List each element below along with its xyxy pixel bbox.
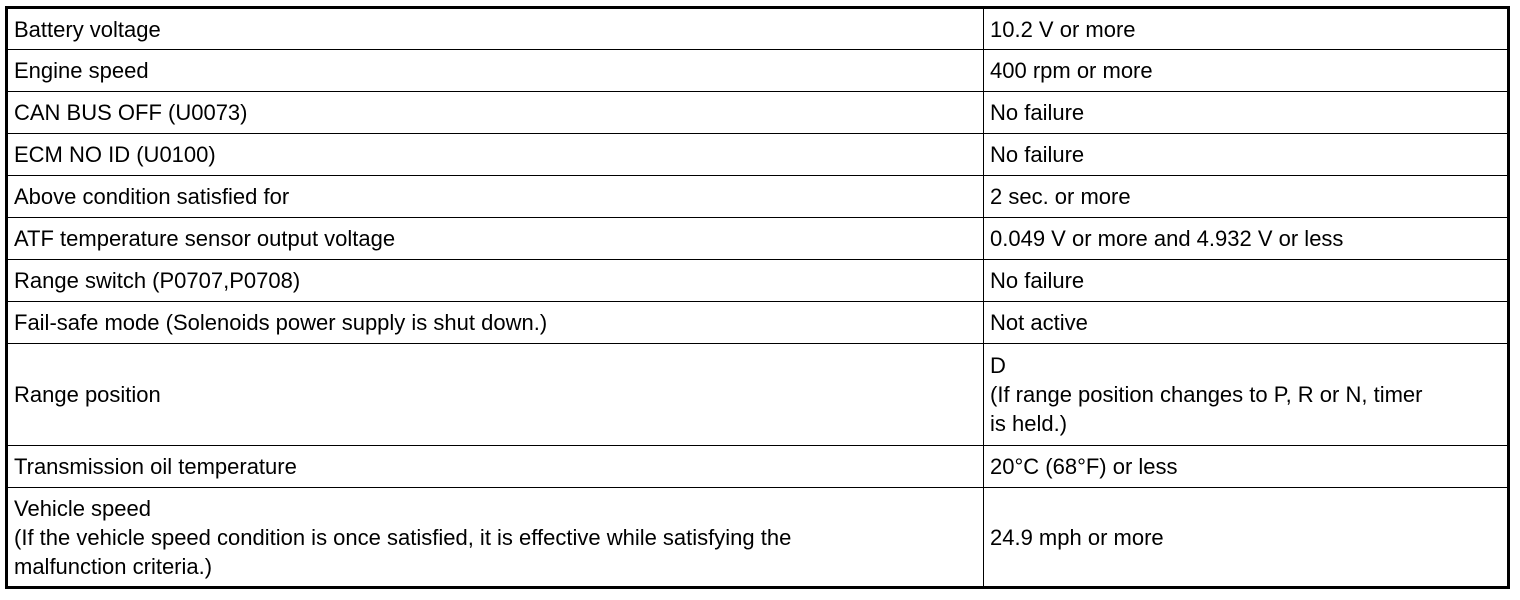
table-row: [7, 50, 1509, 92]
table-row: [7, 260, 1509, 302]
condition-cell: Above condition satisfied for: [7, 176, 984, 218]
condition-cell: Range position: [7, 344, 984, 446]
table-row: [7, 344, 1509, 446]
table-row: [7, 134, 1509, 176]
table-row: [7, 446, 1509, 488]
value-cell: No failure: [984, 134, 1509, 176]
value-cell: No failure: [984, 260, 1509, 302]
value-cell: 2 sec. or more: [984, 176, 1509, 218]
condition-cell: ECM NO ID (U0100): [7, 134, 984, 176]
condition-cell: CAN BUS OFF (U0073): [7, 92, 984, 134]
criteria-table: [5, 6, 1510, 589]
condition-cell: Fail-safe mode (Solenoids power supply is shut down.): [7, 302, 984, 344]
value-cell: 24.9 mph or more: [984, 488, 1509, 588]
condition-cell: Vehicle speed (If the vehicle speed condition is once satisfied, it is effective while satisfying the malfunction criteria.): [7, 488, 984, 588]
condition-cell: Engine speed: [7, 50, 984, 92]
table-row: [7, 176, 1509, 218]
table-row: [7, 92, 1509, 134]
table-row: [7, 302, 1509, 344]
value-cell: 400 rpm or more: [984, 50, 1509, 92]
table-row: [7, 8, 1509, 50]
value-cell: 20°C (68°F) or less: [984, 446, 1509, 488]
value-cell: 0.049 V or more and 4.932 V or less: [984, 218, 1509, 260]
value-cell: D (If range position changes to P, R or N, timer is held.): [984, 344, 1509, 446]
condition-cell: Transmission oil temperature: [7, 446, 984, 488]
value-cell: No failure: [984, 92, 1509, 134]
condition-cell: ATF temperature sensor output voltage: [7, 218, 984, 260]
value-cell: 10.2 V or more: [984, 8, 1509, 50]
value-cell: Not active: [984, 302, 1509, 344]
table-row: [7, 488, 1509, 588]
table-row: [7, 218, 1509, 260]
condition-cell: Range switch (P0707,P0708): [7, 260, 984, 302]
condition-cell: Battery voltage: [7, 8, 984, 50]
